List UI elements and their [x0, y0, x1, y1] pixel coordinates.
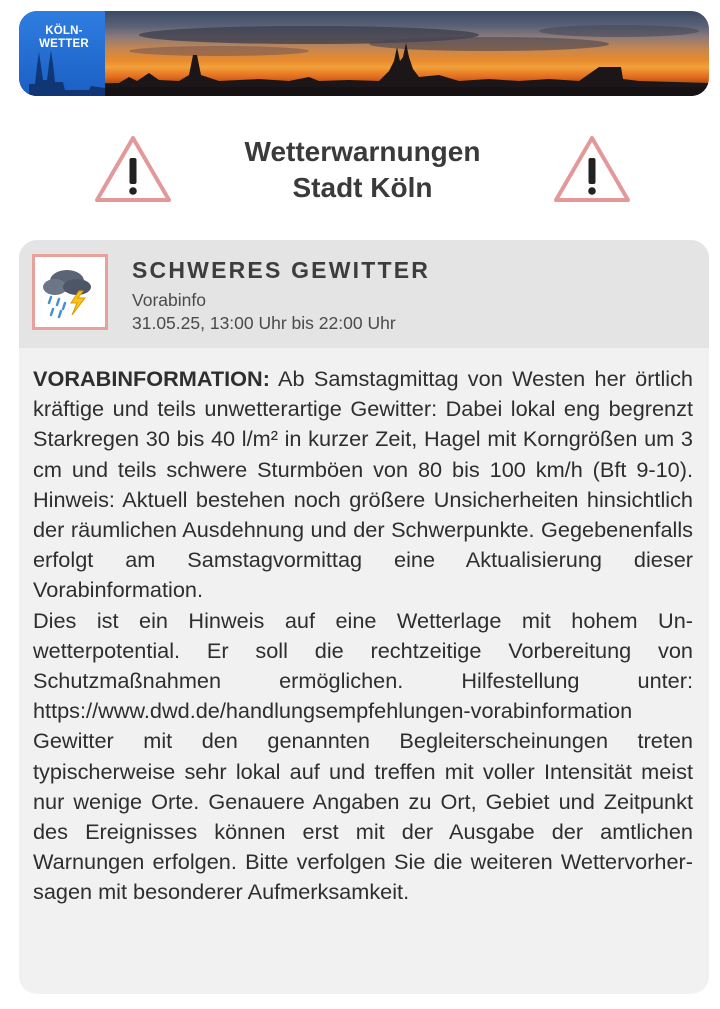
cologne-skyline: [19, 11, 709, 96]
page-title: [190, 134, 535, 206]
warning-paragraph-2: Dies ist ein Hinweis auf eine Wetterlage mit hohem Unwetterpotential. Er soll die rechtzeitige Vorbereitung von Schutzmaßnahmen ermöglichen. Hilfestellung unter: https://www.dwd.de/handlungsempfehlungen-vorabinformation Gewitter mit den genannten Begleiterscheinungen treten typischerweise sehr lokal auf und treffen mit voller Intensität meist nur wenige Orte. Genauere Angaben zu Ort, Gebiet und Zeitpunkt des Ereignisses können erst mit der Ausgabe der amtlichen Warnungen erfolgen. Bitte verfolgen Sie die weiteren Wettervorhersagen mit besonderer Aufmerksamkeit.: [33, 607, 693, 905]
header-banner: [19, 11, 709, 96]
cathedral-icon: [19, 44, 105, 96]
logo-line1: KÖLN-: [45, 25, 83, 37]
warning-event-title: SCHWERES GEWITTER: [132, 257, 431, 283]
warning-triangle-icon: [553, 134, 631, 204]
logo-line2: WETTER: [39, 38, 89, 50]
weather-icon-box: [32, 254, 108, 330]
thunderstorm-icon: [41, 265, 99, 321]
warning-type: Vorabinfo: [132, 290, 206, 310]
warning-period: 31.05.25, 13:00 Uhr bis 22:00 Uhr: [132, 313, 396, 333]
warning-description: [33, 364, 693, 908]
warning-card: [19, 240, 709, 994]
warning-lead: VORABINFORMATION:: [33, 366, 270, 391]
page-title-line2: Stadt Köln: [292, 172, 433, 203]
warning-triangle-icon: [94, 134, 172, 204]
page-title-line1: Wetterwarnungen: [244, 136, 481, 167]
warning-card-header: [19, 240, 709, 348]
koeln-wetter-logo[interactable]: [19, 11, 105, 96]
warning-text-1: Ab Samstagmittag von Westen her örtlich kräftige und teils unwetterartige Gewitter: Dabei lokal eng begrenzt Starkregen 30 bis 40 l/m² in kurzer Zeit, Hagel mit Korngrößen um 3 cm und teils schwere Sturmböen von 80 bis 100 km/h (Bft 9-10). Hinweis: Aktuell bestehen noch größere Unsicherheiten hinsichtlich der räumlichen Ausdehnung und der Schwerpunkte. Gegebenenfalls erfolgt am Samstagvormittag eine Aktualisierung dieser Vorabinformation.: [33, 366, 693, 603]
warning-paragraph-1: [33, 364, 693, 606]
